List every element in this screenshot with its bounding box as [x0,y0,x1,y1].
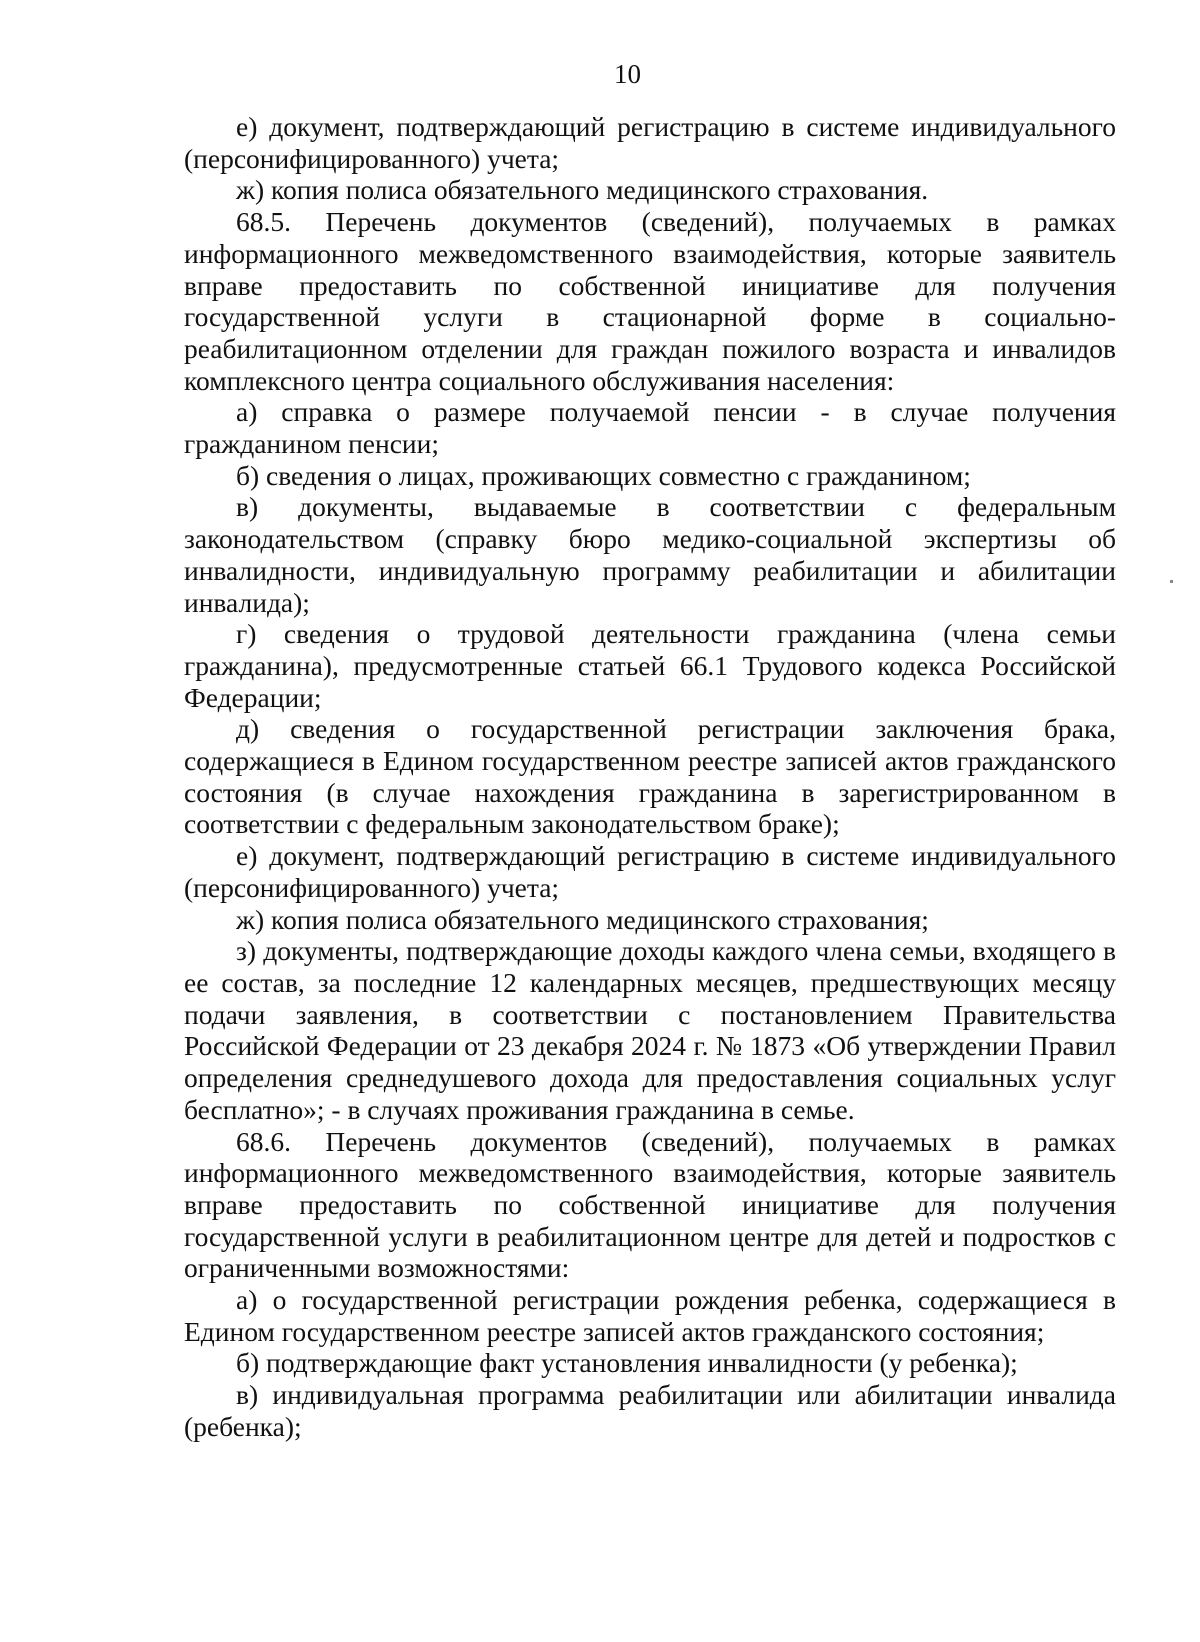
paragraph-zh-insurance-policy-2: ж) копия полиса обязательного медицинского страхования; [236,903,929,935]
paragraph-zh-insurance-policy: ж) копия полиса обязательного медицинского страхования. [236,174,929,206]
paragraph-e-registration-2: е) документ, подтверждающий регистрацию в системе индивидуального (персонифицированного) учета; [184,840,1116,903]
paragraph-e-registration: е) документ, подтверждающий регистрацию в системе индивидуального (персонифицированного) учета; [184,111,1116,174]
paragraph-z-family-income: з) документы, подтверждающие доходы каждого члена семьи, входящего в ее состав, за последние 12 календарных месяцев, предшествующих месяцу подачи заявления, в соответствии с постановлением Правительства Российской Федерации от 23 декабря 2024 г. № 1873 «Об утверждении Правил определения среднедушевого дохода для предоставления социальных услуг бесплатно»; - в случаях проживания гражданина в семье. [184,935,1116,1125]
paragraph-68-6-heading: 68.6. Перечень документов (сведений), получаемых в рамках информационного межведомственного взаимодействия, которые заявитель вправе предоставить по собственной инициативе для получения государственной услуги в реабилитационном центре для детей и подростков с ограниченными возможностями: [184,1125,1116,1284]
paragraph-d-marriage-registration: д) сведения о государственной регистрации заключения брака, содержащиеся в Едином государственном реестре записей актов гражданского состояния (в случае нахождения гражданина в зарегистрированном в соответствии с федеральным законодательством браке); [184,713,1116,840]
paragraph-b-cohabitants: б) сведения о лицах, проживающих совместно с гражданином; [236,459,971,491]
paragraph-v-disability-documents: в) документы, выдаваемые в соответствии с федеральным законодательством (справку бюро медико-социальной экспертизы об инвалидности, индивидуальную программу реабилитации и абилитации инвалида); [184,491,1116,618]
paragraph-a-pension: а) справка о размере получаемой пенсии - в случае получения гражданином пенсии; [184,396,1116,460]
paragraph-a-birth-registration: а) о государственной регистрации рождения ребенка, содержащиеся в Едином государственном реестре записей актов гражданского состояния; [184,1284,1116,1347]
paragraph-g-labor-activity: г) сведения о трудовой деятельности гражданина (члена семьи гражданина), предусмотренные статьей 66.1 Трудового кодекса Российской Федерации; [184,618,1116,713]
page-number: 10 [614,59,641,89]
scan-speck [1170,580,1173,583]
paragraph-b-disability-fact: б) подтверждающие факт установления инвалидности (у ребенка); [236,1347,1018,1379]
document-body [184,111,1116,1443]
paragraph-68-5-heading: 68.5. Перечень документов (сведений), получаемых в рамках информационного межведомственного взаимодействия, которые заявитель вправе предоставить по собственной инициативе для получения государственной услуги в стационарной форме в социально-реабилитационном отделении для граждан пожилого возраста и инвалидов комплексного центра социального обслуживания населения: [184,206,1116,396]
paragraph-v-rehabilitation-program: в) индивидуальная программа реабилитации или абилитации инвалида (ребенка); [184,1379,1116,1442]
